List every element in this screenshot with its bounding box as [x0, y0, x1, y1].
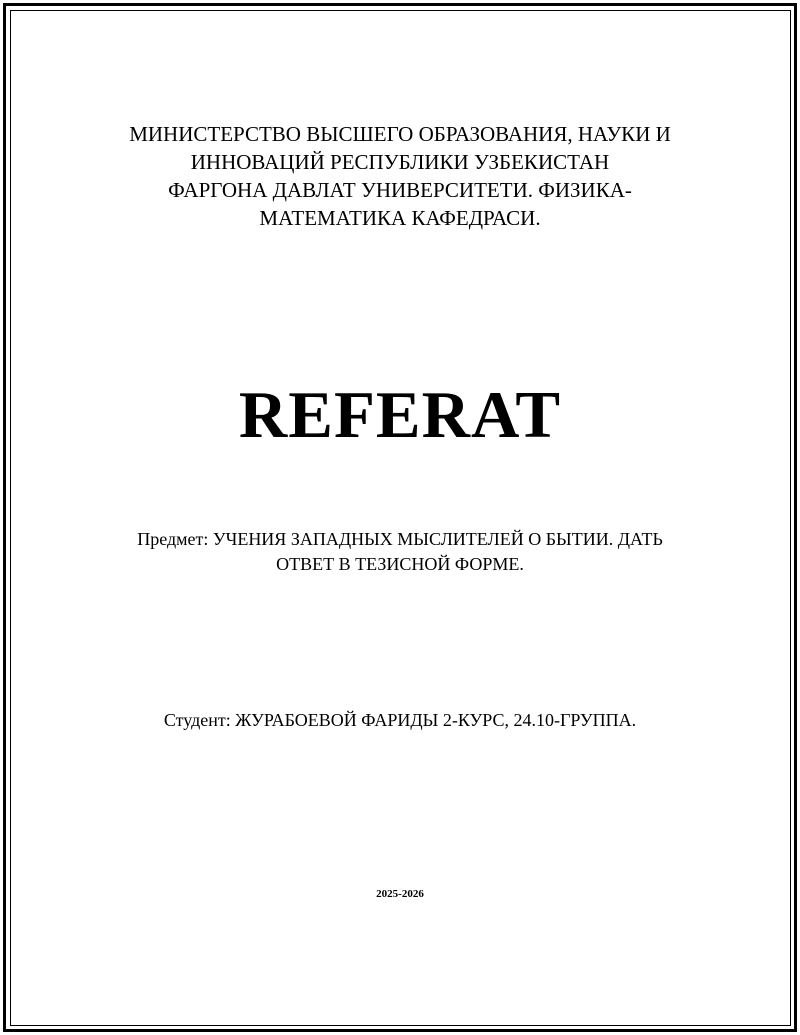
header-line: МАТЕМАТИКА КАФЕДРАСИ.	[259, 206, 541, 230]
subject-line: Предмет: УЧЕНИЯ ЗАПАДНЫХ МЫСЛИТЕЛЕЙ О БЫТИИ. ДАТЬ	[137, 529, 663, 549]
student-line: Студент: ЖУРАБОЕВОЙ ФАРИДЫ 2-КУРС, 24.10-ГРУППА.	[163, 710, 637, 730]
academic-year: 2025-2026	[376, 888, 424, 900]
subject-line: ОТВЕТ В ТЕЗИСНОЙ ФОРМЕ.	[276, 554, 524, 574]
header-line: МИНИСТЕРСТВО ВЫСШЕГО ОБРАЗОВАНИЯ, НАУКИ И	[129, 122, 671, 146]
subject-block	[0, 527, 800, 577]
header-line: ИННОВАЦИЙ РЕСПУБЛИКИ УЗБЕКИСТАН	[190, 150, 610, 174]
document-title: REFERAT	[238, 378, 562, 452]
header-line: ФАРГОНА ДАВЛАТ УНИВЕРСИТЕТИ. ФИЗИКА-	[168, 178, 632, 202]
institution-header	[0, 120, 800, 232]
